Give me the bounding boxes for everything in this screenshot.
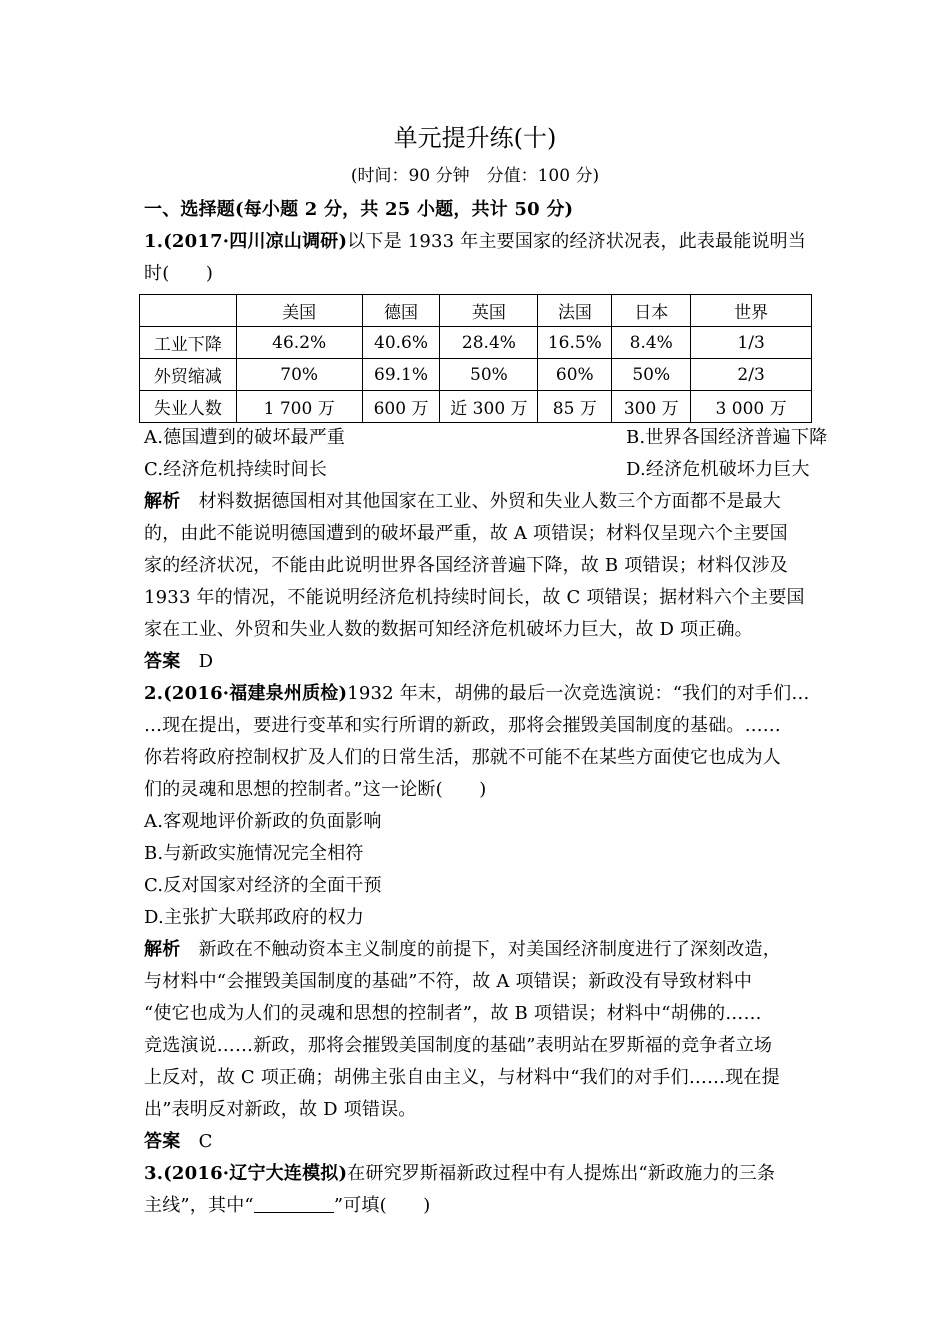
table-cell — [140, 295, 237, 327]
table-cell: 1/3 — [691, 327, 812, 359]
q1-analysis-line: 1933 年的情况，不能说明经济危机持续时间长，故 C 项错误；据材料六个主要国 — [144, 587, 805, 608]
answer-label: 答案 — [144, 1131, 181, 1152]
q2-stem-line: …现在提出，要进行变革和实行所谓的新政，那将会摧毁美国制度的基础。…… — [144, 715, 781, 736]
q1-data-table — [139, 294, 812, 423]
answer-label: 答案 — [144, 651, 181, 672]
q3-stem-text: 在研究罗斯福新政过程中有人提炼出“新政施力的三条 — [347, 1163, 776, 1184]
table-cell: 失业人数 — [140, 391, 237, 423]
section-heading: 一、选择题(每小题 2 分，共 25 小题，共计 50 分) — [144, 199, 574, 220]
table-cell: 8.4% — [612, 327, 691, 359]
q1-stem — [144, 226, 816, 258]
option-b[interactable]: B.与新政实施情况完全相符 — [144, 843, 364, 864]
option-a[interactable]: A.德国遭到的破坏最严重 — [144, 427, 346, 448]
option-d[interactable]: D.主张扩大联邦政府的权力 — [144, 907, 365, 928]
q3-stem-line2 — [144, 1190, 816, 1222]
q1-analysis-line: 的，由此不能说明德国遭到的破坏最严重，故 A 项错误；材料仅呈现六个主要国 — [144, 523, 788, 544]
table-header-row — [140, 295, 812, 327]
table-row — [140, 359, 812, 391]
table-cell: 近 300 万 — [440, 391, 538, 423]
q3-stem-text: 主线”，其中“ — [144, 1195, 254, 1216]
q2-source: 2.(2016·福建泉州质检) — [144, 683, 348, 704]
table-row — [140, 327, 812, 359]
q2-answer — [144, 1126, 816, 1158]
analysis-text: 材料数据德国相对其他国家在工业、外贸和失业人数三个方面都不是最大 — [180, 491, 782, 512]
q3-stem-text: ”可填( ) — [333, 1195, 431, 1216]
table-cell: 46.2% — [236, 327, 362, 359]
table-cell: 外贸缩减 — [140, 359, 237, 391]
q2-stem — [144, 678, 816, 710]
q1-options-row1 — [144, 422, 828, 454]
q1-stem-text: 以下是 1933 年主要国家的经济状况表，此表最能说明当 — [347, 231, 807, 252]
answer-value: C — [180, 1131, 213, 1152]
table-cell: 28.4% — [440, 327, 538, 359]
option-d[interactable]: D.经济危机破坏力巨大 — [626, 459, 810, 480]
fill-blank — [254, 1192, 334, 1213]
table-cell: 16.5% — [538, 327, 612, 359]
q2-analysis-line: 上反对，故 C 项正确；胡佛主张自由主义，与材料中“我们的对手们……现在提 — [144, 1067, 780, 1088]
analysis-label: 解析 — [144, 939, 181, 960]
q1-analysis-line: 家在工业、外贸和失业人数的数据可知经济危机破坏力巨大，故 D 项正确。 — [144, 619, 753, 640]
q2-analysis-line: 出”表明反对新政，故 D 项错误。 — [144, 1099, 417, 1120]
table-cell: 法国 — [538, 295, 612, 327]
table-cell: 50% — [612, 359, 691, 391]
table-row — [140, 391, 812, 423]
table-cell: 2/3 — [691, 359, 812, 391]
table-cell: 70% — [236, 359, 362, 391]
answer-value: D — [180, 651, 214, 672]
q2-analysis-line: “使它也成为人们的灵魂和思想的控制者”，故 B 项错误；材料中“胡佛的…… — [144, 1003, 762, 1024]
table-cell: 英国 — [440, 295, 538, 327]
table-cell: 世界 — [691, 295, 812, 327]
q1-stem-line2: 时( ) — [144, 263, 214, 284]
table-cell: 69.1% — [362, 359, 440, 391]
option-b[interactable]: B.世界各国经济普遍下降 — [626, 427, 828, 448]
table-cell: 美国 — [236, 295, 362, 327]
table-cell: 日本 — [612, 295, 691, 327]
table-cell: 300 万 — [612, 391, 691, 423]
analysis-text: 新政在不触动资本主义制度的前提下，对美国经济制度进行了深刻改造， — [180, 939, 782, 960]
table-cell: 1 700 万 — [236, 391, 362, 423]
q1-analysis-line — [144, 486, 816, 518]
q2-stem-line: 们的灵魂和思想的控制者。”这一论断( ) — [144, 779, 487, 800]
q2-analysis-line — [144, 934, 816, 966]
table-cell: 600 万 — [362, 391, 440, 423]
page-title: 单元提升练(十) — [393, 124, 557, 152]
page-subtitle: (时间：90 分钟 分值：100 分) — [350, 166, 600, 186]
q3-source: 3.(2016·辽宁大连模拟) — [144, 1163, 348, 1184]
q2-stem-line: 你若将政府控制权扩及人们的日常生活，那就不可能不在某些方面使它也成为人 — [144, 747, 781, 768]
option-c[interactable]: C.反对国家对经济的全面干预 — [144, 875, 382, 896]
table-cell: 德国 — [362, 295, 440, 327]
q2-stem-text: 1932 年末，胡佛的最后一次竞选演说：“我们的对手们… — [347, 683, 810, 704]
q2-analysis-line: 竞选演说……新政，那将会摧毁美国制度的基础”表明站在罗斯福的竞争者立场 — [144, 1035, 773, 1056]
q1-analysis-line: 家的经济状况，不能由此说明世界各国经济普遍下降，故 B 项错误；材料仅涉及 — [144, 555, 789, 576]
table-cell: 3 000 万 — [691, 391, 812, 423]
q1-options-row2 — [144, 454, 816, 486]
q2-analysis-line: 与材料中“会摧毁美国制度的基础”不符，故 A 项错误；新政没有导致材料中 — [144, 971, 753, 992]
table-cell: 50% — [440, 359, 538, 391]
option-c[interactable]: C.经济危机持续时间长 — [144, 459, 328, 480]
table-cell: 40.6% — [362, 327, 440, 359]
q3-stem — [144, 1158, 816, 1190]
option-a[interactable]: A.客观地评价新政的负面影响 — [144, 811, 382, 832]
table-cell: 工业下降 — [140, 327, 237, 359]
table-cell: 60% — [538, 359, 612, 391]
analysis-label: 解析 — [144, 491, 181, 512]
q1-answer — [144, 646, 816, 678]
table-cell: 85 万 — [538, 391, 612, 423]
q1-source: 1.(2017·四川凉山调研) — [144, 231, 348, 252]
